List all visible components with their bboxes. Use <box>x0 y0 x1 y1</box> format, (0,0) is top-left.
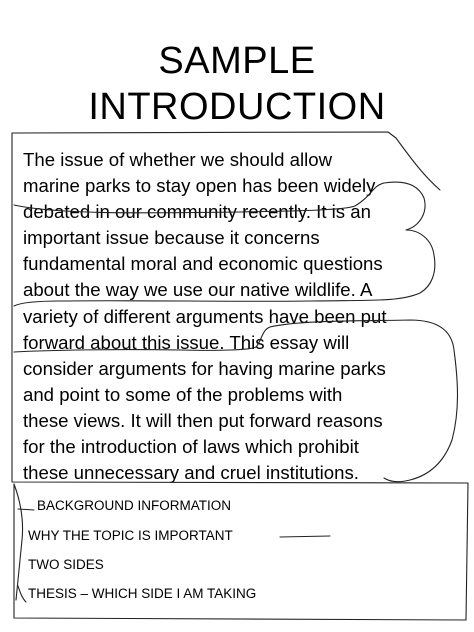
why-important-pointer-line <box>280 536 330 537</box>
annotation-thesis: THESIS – WHICH SIDE I AM TAKING <box>28 586 257 601</box>
annotation-background-information: BACKGROUND INFORMATION <box>37 498 232 513</box>
page-title-line-2: INTRODUCTION <box>88 86 386 128</box>
paragraph-line: fundamental moral and economic questions <box>23 253 383 275</box>
paragraph-line: about the way we use our native wildlife. A <box>23 279 373 301</box>
paragraph-line: for the introduction of laws which prohibit <box>23 436 359 458</box>
paragraph-line: these views. It will then put forward reasons <box>23 409 383 431</box>
paragraph-line: debated in our community recently. It is an <box>23 201 371 223</box>
annotation-two-sides: TWO SIDES <box>28 557 104 572</box>
page-title-line-1: SAMPLE <box>158 40 316 82</box>
paragraph-line: variety of different arguments have been put <box>23 305 387 327</box>
paragraph-line: and point to some of the problems with <box>23 383 343 405</box>
paragraph-line: consider arguments for having marine parks <box>23 357 386 379</box>
paragraph-line: marine parks to stay open has been widely <box>23 175 376 197</box>
background-pointer-line <box>18 509 34 510</box>
paragraph-line: The issue of whether we should allow <box>23 149 333 170</box>
annotation-why-important: WHY THE TOPIC IS IMPORTANT <box>28 528 233 543</box>
paragraph-line: important issue because it concerns <box>23 227 320 249</box>
left-margin-stroke <box>14 484 23 600</box>
paragraph-line: forward about this issue. This essay will <box>23 331 350 353</box>
paragraph-line: these unnecessary and cruel institutions. <box>23 462 359 484</box>
thesis-pointer-line <box>18 586 26 602</box>
introduction-paragraph <box>23 147 443 486</box>
